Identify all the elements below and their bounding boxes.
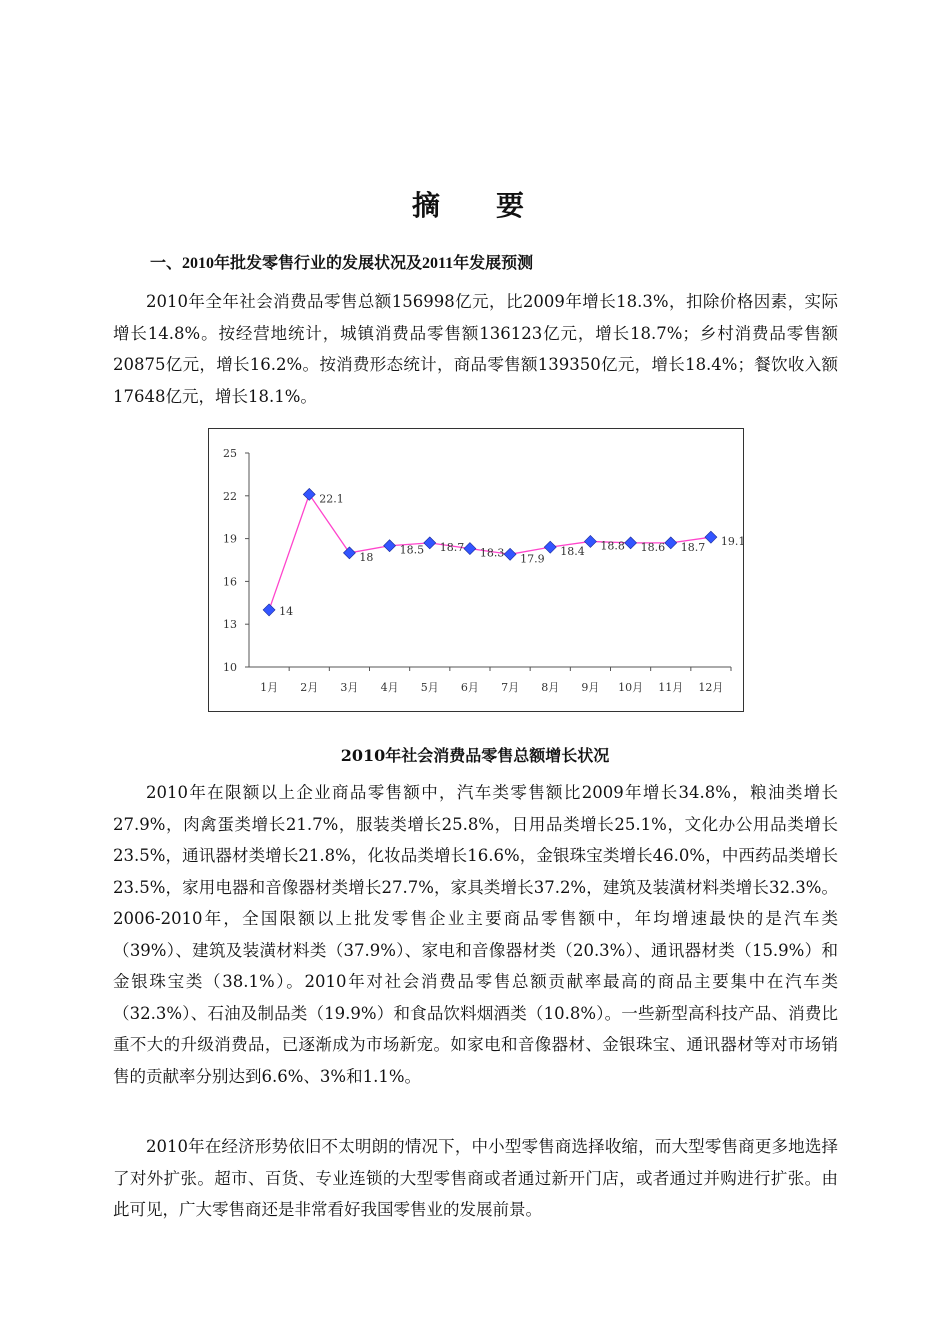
y-tick-label: 16 <box>223 575 237 589</box>
data-label: 18.5 <box>399 543 425 557</box>
x-tick-label: 4月 <box>380 681 399 694</box>
chart-caption: 2010年社会消费品零售总额增长状况 <box>340 746 610 765</box>
data-label: 18.7 <box>680 540 706 554</box>
data-label: 14 <box>279 604 294 618</box>
data-label: 18.4 <box>560 545 585 559</box>
data-point <box>625 537 637 549</box>
x-tick-label: 7月 <box>501 681 520 694</box>
data-label: 18.7 <box>439 540 465 554</box>
paragraph-category-growth: 2010年在限额以上企业商品零售额中，汽车类零售额比2009年增长34.8%，粮油类增长27.9%，肉禽蛋类增长21.7%，服装类增长25.8%，日用品类增长25.1%，文化办公用品类增长23.5%，通讯器材类增长21.8%，化妆品类增长16.6%，金银珠宝类增长46.0%，中西药品类增长23.5%，家用电器和音像器材类增长27.7%，家具类增长37.2%，建筑及装潢材料类增长32.3%。2006-2010年，全国限额以上批发零售企业主要商品零售额中，年均增速最快的是汽车类（39%）、建筑及装潢材料类（37.9%）、家电和音像器材类（20.3%）、通讯器材类（15.9%）和金银珠宝类（38.1%）。2010年对社会消费品零售总额贡献率最高的商品主要集中在汽车类（32.3%）、石油及制品类（19.9%）和食品饮料烟酒类（10.8%）。一些新型高科技产品、消费比重不大的升级消费品，已逐渐成为市场新宠。如家电和音像器材、金银珠宝、通讯器材等对市场销售的贡献率分别达到6.6%、3%和1.1%。 <box>113 783 838 1086</box>
data-point <box>263 604 275 616</box>
data-point <box>464 543 476 555</box>
data-point <box>303 488 315 500</box>
data-label: 18.6 <box>640 540 666 554</box>
page-title: 摘 要 <box>411 189 538 222</box>
data-point <box>544 541 556 553</box>
x-tick-label: 9月 <box>581 681 600 694</box>
growth-chart <box>208 428 744 712</box>
data-label: 17.9 <box>520 552 545 566</box>
data-point <box>584 535 596 547</box>
data-point <box>424 537 436 549</box>
y-tick-label: 13 <box>223 618 237 632</box>
data-label: 18.8 <box>600 539 625 553</box>
x-tick-label: 11月 <box>658 681 684 694</box>
data-label: 18.3 <box>479 546 505 560</box>
data-point <box>343 547 355 559</box>
data-point <box>504 548 516 560</box>
x-tick-label: 5月 <box>420 681 439 694</box>
x-tick-label: 1月 <box>260 681 279 694</box>
y-tick-label: 25 <box>223 447 237 460</box>
y-tick-label: 19 <box>223 532 237 546</box>
x-tick-label: 2月 <box>300 681 319 694</box>
data-label: 19.1 <box>720 535 743 549</box>
data-label: 22.1 <box>319 492 344 506</box>
growth-line-chart <box>209 429 743 711</box>
x-tick-label: 3月 <box>340 681 359 694</box>
x-tick-label: 8月 <box>541 681 560 694</box>
x-tick-label: 12月 <box>698 681 724 694</box>
x-tick-label: 10月 <box>618 681 644 694</box>
paragraph-retail-overview: 2010年全年社会消费品零售总额156998亿元，比2009年增长18.3%，扣除价格因素，实际增长14.8%。按经营地统计，城镇消费品零售额136123亿元，增长18.7%；乡村消费品零售额20875亿元，增长16.2%。按消费形态统计，商品零售额139350亿元，增长18.4%；餐饮收入额17648亿元，增长18.1%。 <box>113 292 838 406</box>
y-tick-label: 10 <box>223 661 237 674</box>
y-tick-label: 22 <box>223 489 237 503</box>
data-point <box>705 531 717 543</box>
data-point <box>665 537 677 549</box>
data-label: 18 <box>359 550 374 564</box>
paragraph-retail-expansion: 2010年在经济形势依旧不太明朗的情况下，中小型零售商选择收缩，而大型零售商更多地选择了对外扩张。超市、百货、专业连锁的大型零售商或者通过新开门店，或者通过并购进行扩张。由此可见，广大零售商还是非常看好我国零售业的发展前景。 <box>113 1137 838 1219</box>
data-point <box>384 540 396 552</box>
x-tick-label: 6月 <box>460 681 479 694</box>
section-heading: 一、2010年批发零售行业的发展状况及2011年发展预测 <box>150 255 534 272</box>
